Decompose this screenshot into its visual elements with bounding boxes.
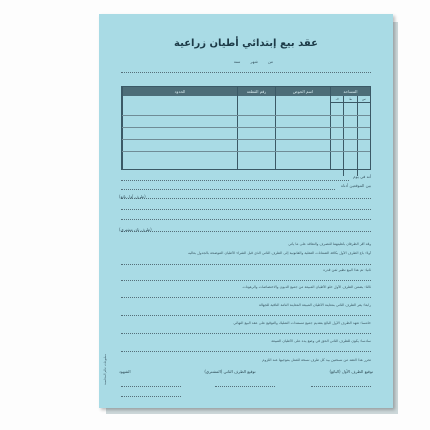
area-subheader: س [357,96,370,102]
area-subheader: ف [335,97,339,101]
table-col-basin [275,87,330,169]
buyer-signature-line [215,386,275,387]
publisher-note: مطبوعات عالم المحاسبة [103,354,107,385]
between-label: بين الموقعين أدناه [340,183,371,188]
table-col-area [330,87,370,169]
table-header-area: المساحة [331,87,370,96]
clause-text: رابعا: يقر الطرف الثاني بمعاينة الأطيان المبيعة المعاينة التامة النافية للجهالة [258,303,371,307]
table-header-basin: اسم الحوض [276,87,330,96]
clause-text: أولا: باع الطرف الأول بكافة الضمانات الفعلية والقانونية إلى الطرف الثاني الذي قبل الشراء الأطيان الموضحة بالجدول بعاليه [188,251,371,255]
date-part-year: سنة [233,59,241,64]
area-subheader: ط [343,96,356,102]
table-col-plot [237,87,275,169]
blank-line [121,219,371,220]
between-line [121,189,335,190]
clause-line [121,333,371,334]
blank-line [121,209,371,210]
clause-line [121,297,371,298]
buyer-signature-label: توقيع الطرف الثاني (المشتري) [204,369,256,374]
table-header-boundaries: الحدود [123,87,237,96]
area-subheader-row [331,96,370,103]
party-two-label: (طرف ثان مشتري) [119,227,152,232]
signature-row [119,369,373,374]
header-line [121,72,371,73]
clause-line [121,351,371,352]
clause-text: سادسا: يكون للطرف الثاني الحق في وضع يده على الأطيان المبيعة [271,339,371,343]
clause-line [121,280,371,281]
party-two-line [121,231,371,232]
clause-text: وقد أقر الطرفان بأهليتهما للتصرف والتعاقد على ما يأتي [288,242,371,246]
table-row-line [122,127,370,128]
witness-signature-line [121,386,181,387]
clause-text: ثالثا: يضمن الطرف الأول خلو الأطيان المبيعة من جميع الديون والاختصاصات والرهونات [242,285,371,289]
clause-text: ثانيا: تم هذا البيع نظير ثمن قدره [323,268,371,272]
seller-signature-label: توقيع الطرف الأول (البائع) [329,369,373,374]
clause-line [121,264,371,265]
seller-signature-line [311,386,371,387]
clause-text: تحرر هذا العقد من نسختين بيد كل طرف نسخة للعمل بموجبها عند اللزوم [262,358,371,362]
intro-label: أنه في يوم [353,174,371,179]
witness-signature-line [121,396,181,397]
intro-line [121,180,349,181]
table-header-plot: رقم القطعة [238,87,275,96]
date-row [234,59,273,64]
date-part-month: شهر [250,59,258,64]
party-one-label: (طرف أول بائع) [119,194,146,199]
table-col-boundaries [122,87,237,169]
property-table [121,86,371,170]
clause-line [121,315,371,316]
date-part-day: من [267,59,273,64]
party-one-line [121,198,371,199]
table-row-line [122,139,370,140]
clause-text: خامسا: تعهد الطرف الأول البائع بتقديم جميع مستندات التمليك والتوقيع على عقد البيع النهائي [233,321,371,325]
table-row-line [122,151,370,152]
table-row-line [122,115,370,116]
contract-form-sheet [99,14,393,408]
witnesses-label: الشهود [119,369,131,374]
document-title: عقد بيع إبتدائي أطيان زراعية [174,38,318,49]
